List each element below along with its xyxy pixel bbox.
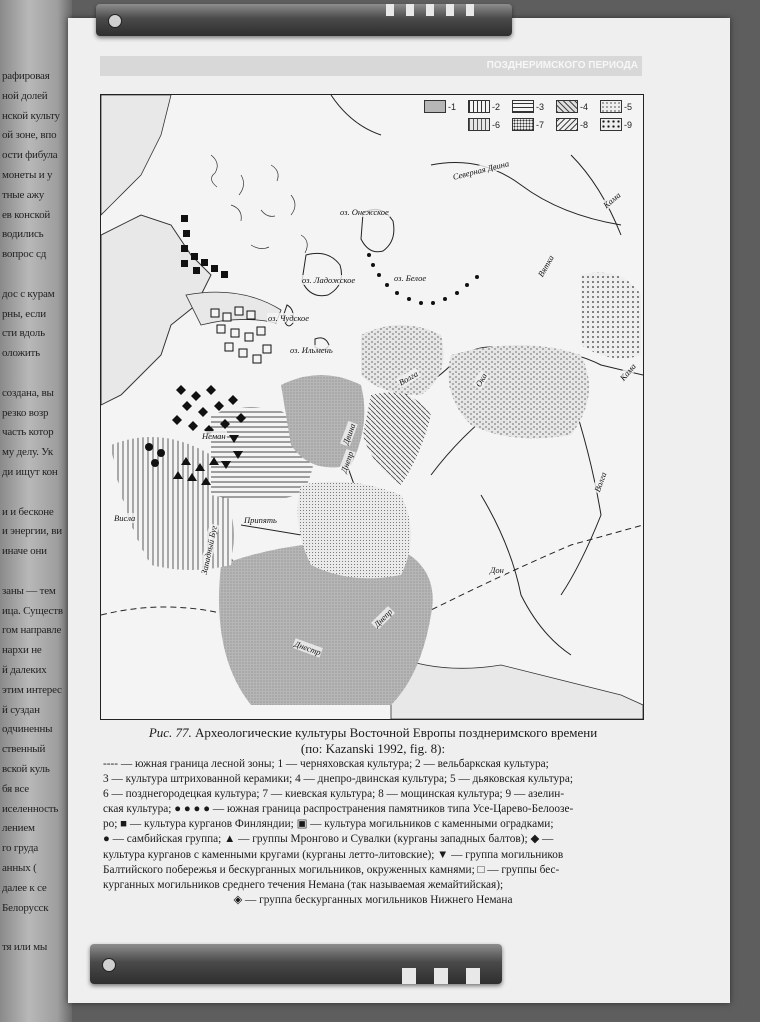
legend-item-4 <box>556 100 588 113</box>
label-volga-mid: Волга <box>396 368 420 388</box>
culture-6-gorodets <box>449 345 590 438</box>
legend-swatch <box>600 118 622 131</box>
legend-item-1 <box>424 100 456 113</box>
left-page-line: ица. Существ <box>2 604 63 617</box>
legend-label: -1 <box>448 101 457 112</box>
left-page-line: резко возр <box>2 406 49 419</box>
label-dnestr: Днестр <box>293 638 323 658</box>
caption-line: 6 — позднегородецкая культура; 7 — киевская культура; 8 — мощинская культура; 9 — азелин- <box>103 788 565 801</box>
label-don: Дон <box>490 565 504 575</box>
caption-line: ● — самбийская группа; ▲ — группы Мронгово и Сувалки (курганы западных балтов); ◆ — <box>103 833 554 846</box>
left-page-line: тя или мы <box>2 941 48 954</box>
top-ruler-clip <box>96 4 512 36</box>
label-kama-top: Кама <box>601 189 623 211</box>
legend-swatch <box>468 118 490 131</box>
label-dnepr-upper: Днепр <box>338 449 356 475</box>
left-page-line: иначе они <box>2 545 47 558</box>
left-page-line: и энергии, ви <box>2 525 62 538</box>
legend-label: -5 <box>624 101 633 112</box>
legend-label: -7 <box>536 119 545 130</box>
caption-last-line: ◈ — группа бескурганных могильников Нижнего Немана <box>233 893 513 906</box>
left-page-line: нархи не <box>2 644 42 657</box>
legend-label: -9 <box>624 119 633 130</box>
black-sea <box>391 655 643 719</box>
legend-label: -6 <box>492 119 501 130</box>
left-page-line: создана, вы <box>2 386 54 399</box>
label-kama-right: Кама <box>617 361 638 383</box>
left-page-line: иселенность <box>2 802 59 815</box>
caption-body <box>103 757 643 893</box>
left-page-line: й суздан <box>2 703 40 716</box>
left-page-line: одчиненны <box>2 723 53 736</box>
left-page-line: вской куль <box>2 763 50 775</box>
legend-item-7 <box>512 118 544 131</box>
left-page-line: Белорусск <box>2 901 49 914</box>
label-volga-south: Волга <box>592 470 609 494</box>
label-neman: Неман <box>202 431 226 441</box>
left-page-line: ости фибула <box>2 149 58 162</box>
legend-label: -8 <box>580 119 589 130</box>
caption-line: курганных могильников среднего течения Немана (так называемая жемайтийская); <box>103 878 504 891</box>
label-onega: оз. Онежское <box>340 207 389 217</box>
left-page-line: ной долей <box>2 89 48 102</box>
left-page-line: ственный <box>2 743 46 756</box>
label-dvina: Двина <box>340 422 358 446</box>
left-page-line: го груда <box>2 842 39 855</box>
caption-line: культура курганов с каменными кругами (курганы летто-литовские); ▼ — группа могильников <box>103 848 564 861</box>
label-visla: Висла <box>114 513 136 523</box>
map-legend <box>420 96 640 134</box>
caption-line: ---- — южная граница лесной зоны; 1 — черняховская культура; 2 — вельбаркская культура; <box>103 758 549 770</box>
left-page-edge <box>0 0 72 1022</box>
legend-swatch <box>424 100 446 113</box>
left-page-line: ой зоне, впо <box>2 129 57 142</box>
legend-label: -3 <box>536 101 545 112</box>
caption-title <box>103 725 643 741</box>
left-page-line: и и бесконе <box>2 505 54 518</box>
label-ilmen: оз. Ильмень <box>290 345 333 355</box>
left-page-line: ев конской <box>2 208 51 221</box>
left-page-line: анных ( <box>2 862 37 874</box>
legend-swatch <box>556 100 578 113</box>
culture-9-azelin <box>581 273 641 359</box>
finland-lakes <box>211 155 307 253</box>
caption-line: Балтийского побережья и бескурганных могильников, окруженных камнями; □ — группы бес- <box>103 863 560 876</box>
gulf-of-bothnia <box>101 95 171 215</box>
left-page-line: нской культу <box>2 109 60 122</box>
left-page-line: заны — тем <box>2 584 56 597</box>
legend-label: -2 <box>492 101 501 112</box>
legend-swatch <box>556 118 578 131</box>
caption-line: ро; ■ — культура курганов Финляндии; ▣ — культура могильников с каменными оградками; <box>103 818 554 831</box>
archaeological-map <box>100 94 644 720</box>
label-ladoga: оз. Ладожское <box>302 275 356 285</box>
left-page-line: й далеких <box>2 664 47 676</box>
left-page-line: ди ищут кон <box>2 466 58 478</box>
label-chudskoe: оз. Чудское <box>268 313 310 323</box>
left-page-line: далее к се <box>2 881 47 894</box>
legend-swatch <box>600 100 622 113</box>
caption-line: ская культура; ● ● ● ● — южная граница распространения памятников типа Усе-Царево-Белоозе- <box>103 803 574 816</box>
legend-swatch <box>512 100 534 113</box>
figure-caption <box>103 725 643 908</box>
culture-7-kiev <box>298 482 411 579</box>
legend-item-6 <box>468 118 500 131</box>
left-page-line: му делу. Ук <box>2 446 54 459</box>
left-page-line: сти вдоль <box>2 327 45 340</box>
fig-title: Археологические культуры Восточной Европы позднеримского времени <box>191 725 598 740</box>
left-page-line: тные ажу <box>2 188 45 201</box>
label-oka: Ока <box>473 371 489 389</box>
left-page-line: дос с курам <box>2 287 55 300</box>
legend-label: -4 <box>580 101 589 112</box>
ruler-hole-bottom <box>102 958 116 972</box>
label-sev-dvina: Северная Двина <box>451 158 510 182</box>
legend-item-9 <box>600 118 632 131</box>
label-dnepr-lower: Днепр <box>371 606 395 630</box>
left-page-line: лением <box>2 822 35 835</box>
map-svg <box>101 95 643 719</box>
legend-swatch <box>468 100 490 113</box>
left-page-line: гом направле <box>2 624 62 637</box>
left-page-line: этим интерес <box>2 683 62 696</box>
label-vyatka: Вятка <box>535 253 556 279</box>
legend-item-3 <box>512 100 544 113</box>
left-page-line: рафировая <box>2 70 50 82</box>
legend-item-5 <box>600 100 632 113</box>
caption-line: 3 — культура штрихованной керамики; 4 — днепро-двинская культура; 5 — дьяковская культура; <box>103 773 573 786</box>
legend-item-8 <box>556 118 588 131</box>
left-page-line: оложить <box>2 347 40 360</box>
label-zap-bug: Западный Буг <box>198 524 219 576</box>
culture-8-moshchino <box>363 393 431 486</box>
fig-label: Рис. 77. <box>148 725 192 740</box>
running-head: ПОЗДНЕРИМСКОГО ПЕРИОДА <box>100 56 642 76</box>
bottom-ruler-clip <box>90 944 502 984</box>
left-page-line: вопрос сд <box>2 248 47 261</box>
legend-swatch <box>512 118 534 131</box>
left-page-line: рны, если <box>2 307 46 320</box>
left-page-line: бя все <box>2 782 29 795</box>
legend-item-2 <box>468 100 500 113</box>
left-page-line: монеты и у <box>2 169 53 181</box>
left-page-line: часть котор <box>2 426 54 439</box>
caption-source: (по: Kazanski 1992, fig. 8): <box>300 741 446 756</box>
label-beloe: оз. Белое <box>394 273 427 283</box>
label-pripyat: Припять <box>244 515 277 525</box>
ruler-hole <box>108 14 122 28</box>
left-page-line: водились <box>2 228 44 241</box>
